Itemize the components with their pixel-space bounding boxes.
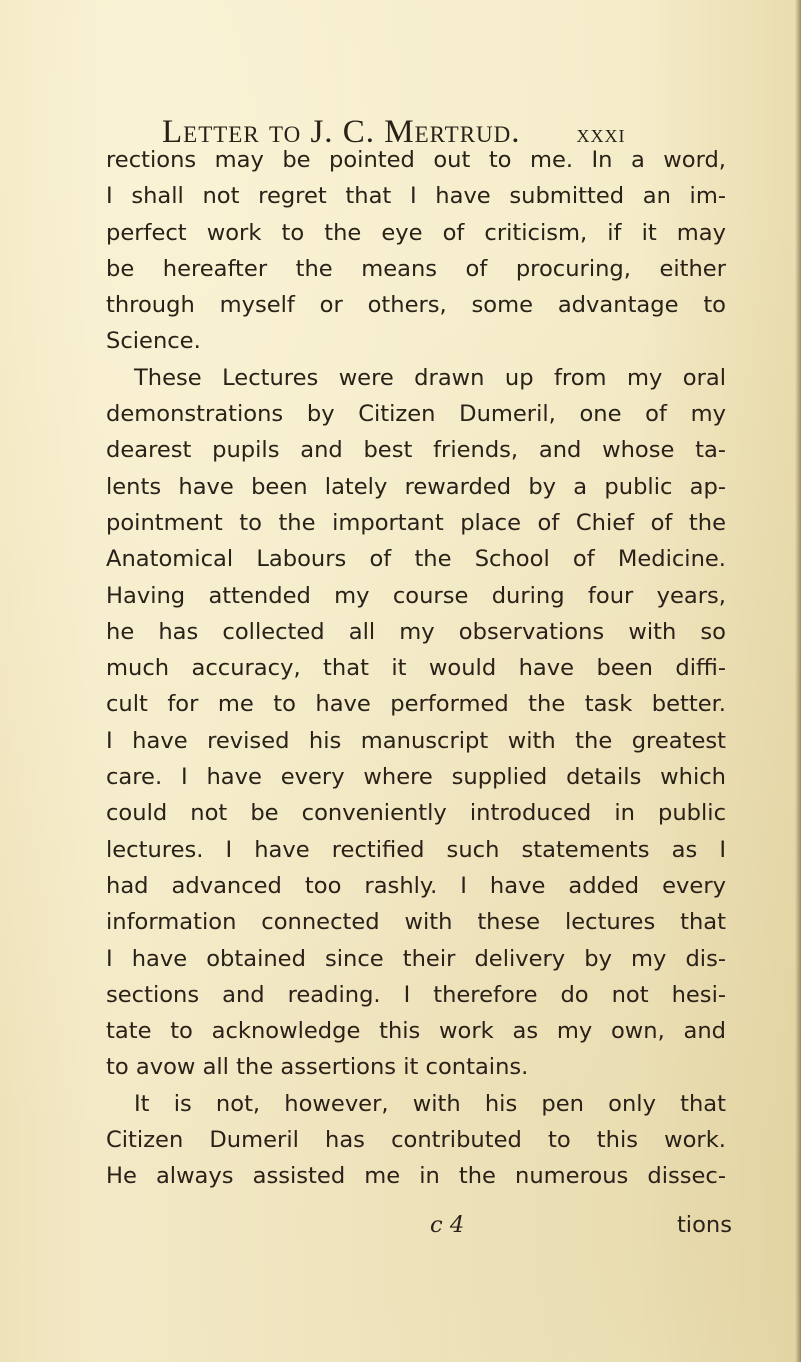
body-text	[106, 142, 726, 1195]
text-line: These Lectures were drawn up from my oral	[134, 364, 726, 391]
text-line: had advanced too rashly. I have added every	[106, 872, 726, 899]
text-line: be hereafter the means of procuring, either	[106, 255, 726, 282]
text-line: perfect work to the eye of criticism, if it may	[106, 219, 726, 246]
text-line: lents have been lately rewarded by a public ap-	[106, 473, 726, 500]
text-line: rections may be pointed out to me. In a word,	[106, 147, 726, 173]
signature-mark: c 4	[430, 1212, 465, 1238]
text-line: much accuracy, that it would have been diffi-	[106, 655, 726, 682]
page-number: xxxi	[576, 119, 626, 148]
text-line: to avow all the assertions it contains.	[106, 1054, 529, 1081]
catchword: tions	[676, 1212, 732, 1238]
text-line: could not be conveniently introduced in public	[106, 800, 726, 827]
page-edge-shadow	[795, 0, 801, 1362]
text-line: dearest pupils and best friends, and whose ta-	[106, 437, 726, 464]
text-line: pointment to the important place of Chief of the	[106, 509, 726, 536]
text-line: Citizen Dumeril has contributed to this work.	[106, 1127, 726, 1154]
page-footer	[430, 1212, 732, 1244]
text-line: Having attended my course during four years,	[106, 582, 726, 609]
text-line: information connected with these lectures that	[106, 909, 726, 936]
text-line: Science.	[106, 328, 201, 355]
text-line: cult for me to have performed the task better.	[106, 691, 726, 718]
text-line: I have obtained since their delivery by my dis-	[106, 945, 726, 972]
text-line: Anatomical Labours of the School of Medicine.	[106, 546, 726, 573]
text-line: He always assisted me in the numerous dissec-	[106, 1163, 726, 1190]
text-line: tate to acknowledge this work as my own, and	[106, 1018, 726, 1045]
text-line: It is not, however, with his pen only that	[134, 1090, 726, 1117]
text-line: sections and reading. I therefore do not hesi-	[106, 981, 726, 1008]
text-line: I shall not regret that I have submitted an im-	[106, 183, 726, 210]
text-line: I have revised his manuscript with the greatest	[106, 727, 726, 754]
text-line: demonstrations by Citizen Dumeril, one of my	[106, 401, 726, 428]
text-line: care. I have every where supplied details which	[106, 764, 726, 791]
text-line: he has collected all my observations with so	[106, 618, 726, 645]
running-title: Letter to J. C. Mertrud.	[162, 114, 521, 150]
text-line: lectures. I have rectified such statements as I	[106, 836, 726, 863]
text-line: through myself or others, some advantage to	[106, 292, 726, 319]
